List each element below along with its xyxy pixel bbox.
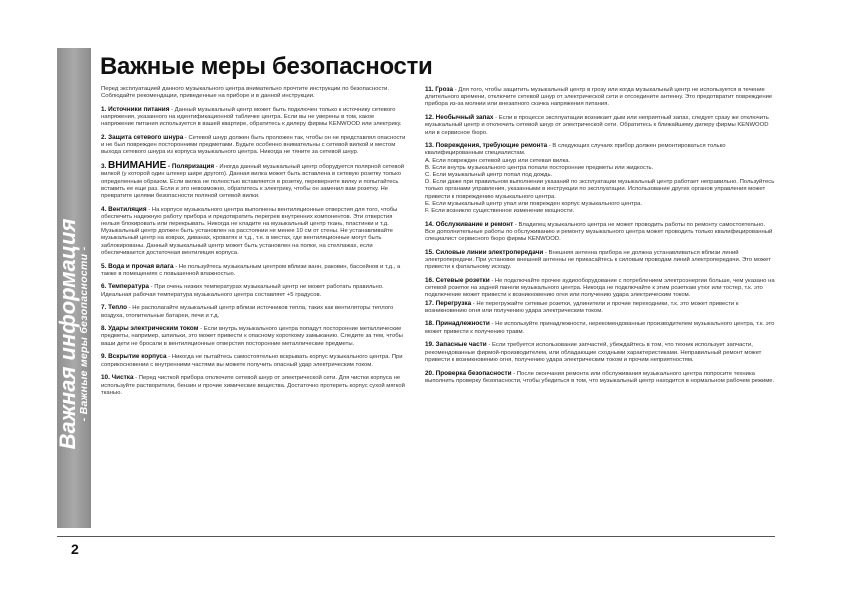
section-heading: 5. Вода и прочая влага (101, 262, 174, 270)
section-heading: 20. Проверка безопасности (425, 369, 512, 377)
section-heading: 18. Принадлежности (425, 320, 490, 328)
section-heading: 15. Силовые линии электропередачи (425, 248, 544, 256)
section-9 (101, 353, 407, 368)
section-text: - Внешняя антенна прибора не должна устанавливаться вблизи линий электропередачи. При установке внешней антенны не прикасайтесь к силовым проводам линий электропередачи. Это может привести к фатальному исходу. (425, 249, 771, 271)
section-3 (101, 162, 407, 200)
section-text: - Перед чисткой прибора отключите сетевой шнур от электрической сети. Для чистки корпуса не используйте растворители, бензин и прочие химические вещества. Достаточно протереть корпус сухой мягкой тканью. (101, 375, 405, 396)
section-heading: 4. Вентиляция (101, 205, 147, 213)
section-heading: 2. Защита сетевого шнура (101, 134, 184, 142)
section-heading: 16. Сетевые розетки (425, 276, 490, 284)
section-2 (101, 134, 407, 157)
intro-paragraph: Перед эксплуатацией данного музыкального центра внимательно прочтите инструкции по безопасности. Соблюдайте рекомендации, приведенные на приборе и в данной инструкции. (101, 86, 390, 100)
section-text: - Если требуется использование запчастей, убеждайтесь в том, что техник использует запчасти, рекомендованные фирмой-производителем, или обладающие сходными характеристиками. Неправильный ремонт может привести к возникновению огня, получению удара электрическим током и прочим неприятностям. (425, 342, 762, 363)
section-text: - На корпусе музыкального центра выполнены вентиляционные отверстия для того, чтобы обеспечить надежную работу прибора и предотвратить перегрев внутренних компонентов. Эти отверстия нельзя блокировать или перекрывать. Никогда не кладите на музыкальный центр ткань, пластинки и т.д. Музыкальный центр должен быть установлен на расстоянии не менее 10 см от стены. Не устанавливайте музыкальный центр на коврах, диванах, кроватях и т.д., т.е. в местах, где вентиляционные могут быть заблокированы. Данный музыкальный центр может быть установлен на полке, на стеллажах, если обеспечивается достаточная вентиляция корпуса. (101, 206, 398, 256)
list-item: A. Если поврежден сетевой шнур или сетевая вилка. (425, 157, 571, 164)
section-text: - Если внутрь музыкального центра попадут посторонние металлические предметы, например, шпильки, это может привести к опасному короткому замыканию. Следите за тем, чтобы ваши дети не бросали в вентиляционные отверстия посторонние металлические предметы. (101, 326, 403, 347)
section-text: - Сетевой шнур должен быть проложен так, чтобы он не представлял опасности и не был поврежден посторонними предметами. Будьте особенно внимательны с сетевой вилкой и местом выхода сетевого шнура из корпуса музыкального центра. Никогда не тяните за сетевой шнур. (101, 135, 406, 156)
section-4 (101, 206, 407, 257)
section-heading: 17. Перегрузка (425, 299, 472, 307)
section-13 (425, 142, 775, 157)
list-item: D. Если даже при правильном выполнении указаний по эксплуатации музыкальный центр работает неправильно. Пользуйтесь только органами управления, указанными в инструкции по эксплуатации. Использование других органов управления может привести к повреждению музыкального центра. (425, 179, 775, 200)
section-text: - Иногда данный музыкальный центр оборудуется полярной сетевой вилкой (у которой один штекер шире другого). Данная вилка может быть вставлена в сетевую розетку только определенным образом. Если вилка не полностью вставляется в розетку, переверните вилку и попытайтесь вставить ее еще раз. Если и это невозможно, обратитесь к электрику, чтобы он заменил вам розетку. Не превратите целями безопасности поляной сетевой вилки. (101, 164, 405, 199)
section-text: - Никогда не пытайтесь самостоятельно вскрывать корпус музыкального центра. При соприкосновении с внутренними частями вы можете получить опасный удар электрическим током. (101, 354, 403, 368)
section-text: - Для того, чтобы защитить музыкальный центр в грозу или когда музыкальный центр не используется в течение длительного времени, отключите сетевой шнур от электрической сети и отсоедините антенну. Это предотвратит повреждение прибора из-за молнии или внезапного скачка напряжения питания. (425, 87, 773, 108)
section-20 (425, 370, 775, 385)
left-column (101, 86, 407, 402)
sidebar-tab (57, 48, 91, 528)
section-18 (425, 320, 775, 335)
section-11 (425, 86, 775, 109)
section-text: - После окончания ремонта или обслуживания музыкального центра попросите техника выполнить проверку безопасности, чтобы убедиться в том, что музыкальный центр находится в нормальном рабочем режиме. (425, 370, 775, 384)
sidebar-subtitle: - Важные меры безопасности - (78, 246, 90, 422)
section-heading: 13. Повреждения, требующие ремонта (425, 142, 548, 150)
list-item: B. Если внутрь музыкального центра попали посторонние предметы или жидкость. (425, 164, 654, 171)
section-text: - Не пользуйтесь музыкальным центром вблизи ванн, раковин, бассейнов и т.д., а также в помещениях с повышенной влажностью. (101, 263, 401, 277)
page-number: 2 (71, 541, 79, 557)
section-text: - Владелец музыкального центра не может проводить работы по ремонту самостоятельно. Все дополнительные работы по обслуживанию и ремонту музыкального центра может проводить только квалифицированный специалист сервисного бюро фирмы KENWOOD. (425, 221, 773, 243)
section-heading: 8. Удары электрическим током (101, 325, 199, 333)
section-heading: 6. Температура (101, 283, 149, 291)
section-14 (425, 221, 775, 244)
section-text: - В следующих случаях прибор должен ремонтироваться только квалифицированным специалистам. (425, 143, 726, 157)
warning-heading: ВНИМАНИЕ (107, 160, 167, 172)
list-item: C. Если музыкальный центр попал под дождь. (425, 172, 553, 179)
section-16 (425, 277, 775, 300)
section-heading: 14. Обслуживание и ремонт (425, 220, 514, 228)
section-number: 3. (101, 163, 107, 171)
sidebar-text (55, 218, 90, 450)
section-text: - При очень низких температурах музыкальный центр не может работать правильно. Идеальная рабочая температура музыкального центра составляет +5 градусов. (101, 284, 384, 298)
section-8 (101, 325, 407, 348)
section-heading: 9. Вскрытие корпуса (101, 353, 167, 361)
page-title: Важные меры безопасности (100, 53, 433, 80)
section-heading: 10. Чистка (101, 374, 134, 382)
section-heading: - Поляризация (166, 163, 215, 171)
section-text: - Данный музыкальный центр может быть подключен только к источнику сетевого напряжения, указанного на идентификационной табличке центра. Если вы не уверены в том, какое напряжение питания используется в вашей квартире, обратитесь к дилеру фирмы KENWOOD или электрику. (101, 106, 402, 128)
section-15 (425, 249, 775, 272)
section-heading: 19. Запасные части (425, 341, 487, 349)
section-7 (101, 304, 407, 319)
section-6 (101, 283, 407, 298)
section-heading: 1. Источники питания (101, 105, 170, 113)
list-item: E. Если музыкальный центр упал или поврежден корпус музыкального центра. (425, 200, 643, 207)
section-5 (101, 263, 407, 278)
section-heading: 7. Тепло (101, 304, 127, 312)
section-heading: 11. Гроза (425, 86, 454, 93)
section-text: - Не перегружайте сетевые розетки, удлинители и прочие переходники, т.к. это может привести к возникновению огня или получению удара электрическим током. (425, 300, 739, 314)
section-17 (425, 300, 775, 315)
list-item: F. Если возникло существенное изменение мощности. (425, 208, 575, 215)
section-19 (425, 341, 775, 364)
section-heading: 12. Необычный запах (425, 114, 494, 122)
footer-divider (57, 536, 775, 537)
section-12 (425, 114, 775, 137)
section-text: - Если в процессе эксплуатации возникает дым или неприятный запах, следует сразу же отключить музыкальный центр и отключить сетевой шнур от электрической сети. Обратитесь к ближайшему дилеру фирмы KENWOOD или в сервисное бюро. (425, 115, 769, 136)
section-text: - Не подключайте прочее аудиооборудование с потреблением электроэнергии больше, чем указано на сетевой розетке на задней панели музыкального центра. Никогда не подключайте к этим розеткам утюг или тостер, т.к. это подключение может привести к возникновению огня или получению удара электрическим током. (425, 277, 775, 299)
section-text: - Не располагайте музыкальный центр вблизи источников тепла, таких как вентиляторы теплого воздуха, отопительные батареи, печи и т.д. (101, 305, 394, 319)
section-text: - Не используйте принадлежности, нерекомендованные производителем музыкального центра, т.к. это может привести к получению травм. (425, 321, 775, 335)
right-column (425, 86, 775, 390)
section-1 (101, 106, 407, 129)
section-10 (101, 374, 407, 397)
sidebar-title: Важная информация (55, 218, 80, 450)
